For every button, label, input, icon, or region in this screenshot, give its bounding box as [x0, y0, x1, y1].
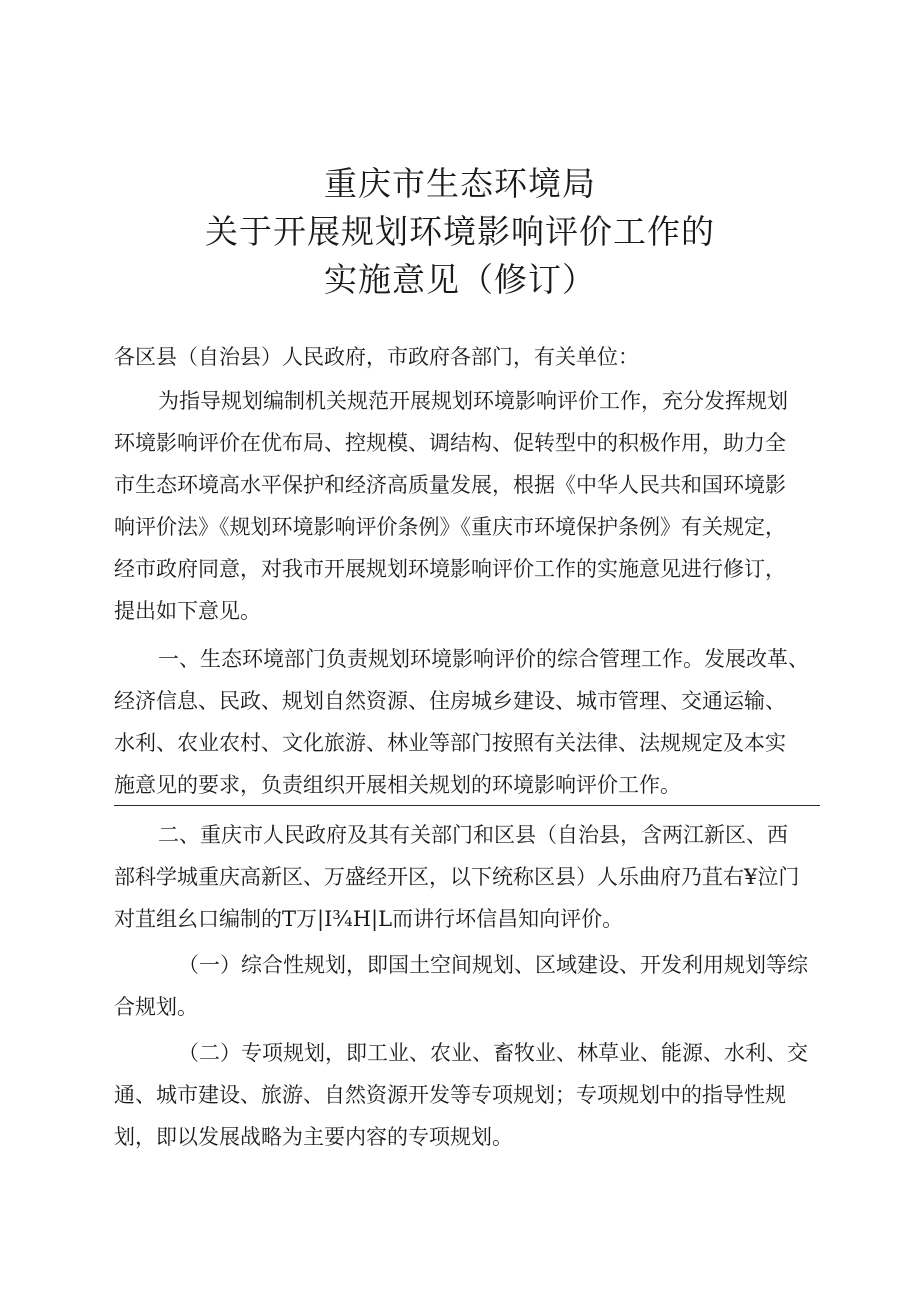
document-title: [0, 160, 920, 304]
item2-line: 划，即以发展战略为主要内容的专项规划。: [114, 1125, 513, 1149]
title-line-1: 重庆市生态环境局: [324, 164, 596, 203]
item2-line: 通、城市建设、旅游、自然资源开发等专项规划；专项规划中的指导性规: [114, 1083, 786, 1107]
section2-line: 对苴组幺口编制的T万|I¾H|L而讲行坏信昌知向评价。: [114, 907, 624, 931]
section2-line: 二、重庆市人民政府及其有关部门和区县（自治县，含两江新区、西: [158, 823, 788, 847]
addressee: 各区县（自治县）人民政府，市政府各部门，有关单位：: [114, 345, 639, 369]
horizontal-rule: [114, 805, 820, 806]
section1-line: 施意见的要求，负责组织开展相关规划的环境影响评价工作。: [114, 773, 681, 797]
intro-line: 环境影响评价在优布局、控规模、调结构、促转型中的积极作用，助力全: [114, 431, 786, 455]
section1-line: 水利、农业农村、文化旅游、林业等部门按照有关法律、法规规定及本实: [114, 731, 786, 755]
item1-line: （一）综合性规划，即国土空间规划、区域建设、开发利用规划等综: [178, 953, 808, 977]
title-line-3: 实施意见（修订）: [324, 260, 596, 299]
section1-line: 经济信息、民政、规划自然资源、住房城乡建设、城市管理、交通运输、: [114, 689, 786, 713]
section1-line: 一、生态环境部门负责规划环境影响评价的综合管理工作。发展改革、: [158, 647, 809, 671]
intro-line: 响评价法》《规划环境影响评价条例》《重庆市环境保护条例》有关规定，: [114, 515, 786, 539]
item1-line: 合规划。: [114, 995, 198, 1019]
intro-line: 经市政府同意，对我市开展规划环境影响评价工作的实施意见进行修订，: [114, 557, 786, 581]
intro-line: 市生态环境高水平保护和经济高质量发展，根据《中华人民共和国环境影: [114, 473, 786, 497]
section2-line: 部科学城重庆高新区、万盛经开区，以下统称区县）人乐曲府乃苴右¥泣门: [114, 865, 800, 889]
title-line-2: 关于开展规划环境影响评价工作的: [205, 212, 715, 251]
intro-line: 为指导规划编制机关规范开展规划环境影响评价工作，充分发挥规划: [158, 389, 788, 413]
intro-line: 提出如下意见。: [114, 599, 261, 623]
item2-line: （二）专项规划，即工业、农业、畜牧业、林草业、能源、水利、交: [178, 1041, 808, 1065]
